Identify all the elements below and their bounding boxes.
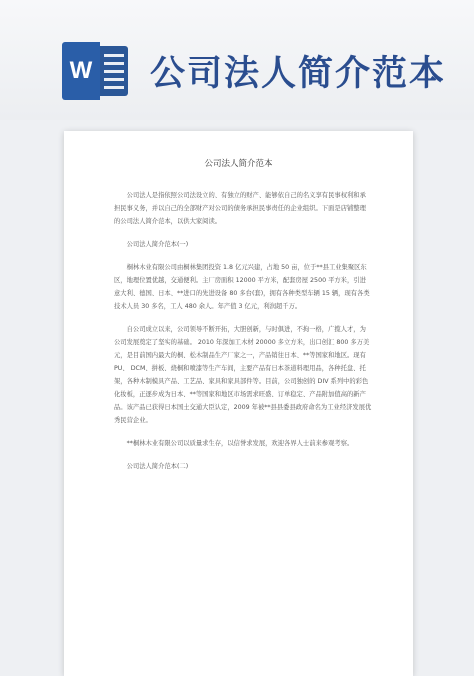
paragraph-closing: **桐林木业有限公司以质量求生存，以信誉求发展，欢迎各界人士前来参观考察。 <box>126 440 354 447</box>
word-icon-lines <box>104 54 124 90</box>
section-heading-2: 公司法人简介范本(二) <box>126 463 189 470</box>
document-page <box>64 131 413 676</box>
word-icon-letter: W <box>62 42 100 100</box>
paragraph-company: 桐林木业有限公司由桐林集团投资 1.8 亿元兴建，占地 50 亩，位于**县工业集聚区东区，地理位置优越，交通便利。主厂房面积 12000 平方米，配套房屋 2500 平方米，引进意大利、德国、日本、**进口的先进设备 80 多台(套)，拥有各种类型车辆 15 辆，现有各类技术人员 30 多名，工人 480 余人。年产值 3 亿元，利润超千万。 <box>114 264 370 310</box>
word-document-icon <box>62 42 130 100</box>
paragraph-history: 自公司成立以来，公司领导不断开拓，大胆创新，与时俱进，不拘一格，广揽人才，为公司发展奠定了坚实的基础。 2010 年深加工木材 20000 多立方米，出口创汇 800 多万美元，是目前国内最大的桐、松木制品生产厂家之一，产品销往日本、**等国家和地区。现有 PU、 DCM、拼板、烧桐和喷漆等生产车间，主要产品有日本茶道料理用品，各种托盘、托架，各种木制模具产品、工艺品、家具和家具部件等。目前，公司独创的 DIV 系列中的彩色化妆板，正逐步成为日本、**等国家和地区市场需求旺盛、订单稳定、产品附加值高的新产品。该产品已获得日本国土交通大臣认定，2009 年被**县县委县政府命名为工业经济发展优秀民营企业。 <box>114 326 372 424</box>
document-body <box>114 189 372 483</box>
header-banner <box>0 0 474 120</box>
paragraph-intro: 公司法人是指依照公司法设立的、有独立的财产、能够依自己的名义享有民事权利和承担民事义务，并以自己的全部财产对公司的债务承担民事责任的企业组织。下面是店铺整理的公司法人简介范本，以供大家阅读。 <box>114 192 366 225</box>
section-heading-1: 公司法人简介范本(一) <box>126 241 189 248</box>
document-title: 公司法人简介范本 <box>204 159 273 169</box>
header-title: 公司法人简介范本 <box>150 54 447 94</box>
